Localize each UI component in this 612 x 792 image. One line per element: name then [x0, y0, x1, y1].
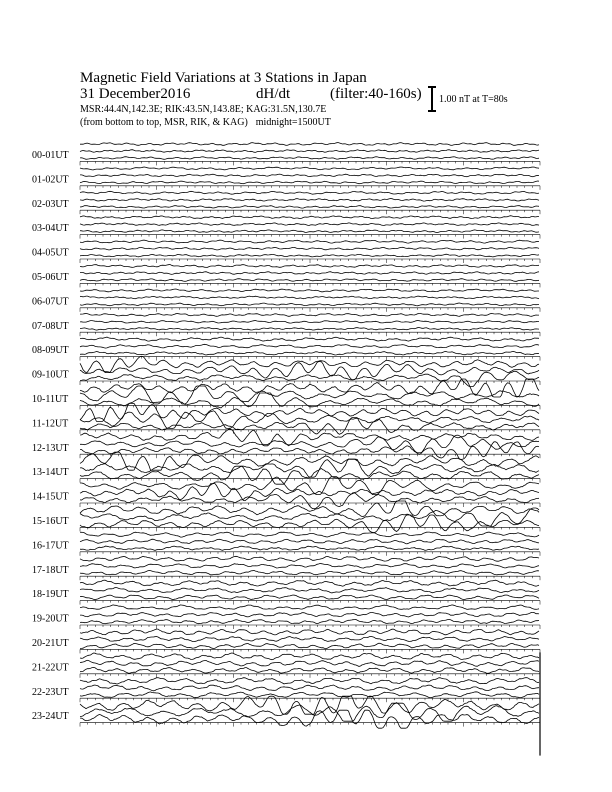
trace-msr-03-04ut — [80, 230, 539, 233]
chart-filter: (filter:40-160s) — [330, 86, 422, 102]
row-label-08-09ut: 08-09UT — [32, 345, 69, 357]
station-coordinates: MSR:44.4N,142.3E; RIK:43.5N,143.8E; KAG:31.5N,130.7E — [80, 104, 327, 115]
row-label-11-12ut: 11-12UT — [32, 418, 69, 430]
row-label-02-03ut: 02-03UT — [32, 198, 69, 210]
trace-rik-19-20ut — [80, 612, 539, 617]
trace-kag-08-09ut — [80, 337, 539, 341]
row-label-01-02ut: 01-02UT — [32, 174, 69, 186]
row-label-10-11ut: 10-11UT — [32, 394, 69, 405]
trace-kag-22-23ut — [80, 678, 539, 684]
trace-rik-04-05ut — [80, 247, 539, 250]
trace-rik-14-15ut — [80, 484, 539, 501]
trace-msr-07-08ut — [80, 328, 539, 331]
row-label-03-04ut: 03-04UT — [32, 223, 69, 235]
row-label-13-14ut: 13-14UT — [32, 467, 69, 479]
trace-msr-06-07ut — [80, 303, 539, 306]
trace-rik-16-17ut — [80, 539, 539, 544]
trace-msr-05-06ut — [80, 279, 539, 282]
trace-kag-04-05ut — [80, 240, 539, 243]
row-label-04-05ut: 04-05UT — [32, 247, 69, 259]
trace-rik-22-23ut — [80, 685, 539, 691]
trace-rik-07-08ut — [80, 321, 539, 324]
trace-rik-18-19ut — [80, 588, 539, 593]
trace-kag-01-02ut — [80, 167, 539, 170]
trace-kag-16-17ut — [80, 532, 539, 537]
trace-msr-04-05ut — [80, 254, 539, 257]
trace-msr-19-20ut — [80, 619, 539, 623]
trace-rik-12-13ut — [80, 435, 539, 453]
midnight-note: midnight=1500UT — [255, 117, 331, 128]
scale-label: 1.00 nT at T=80s — [439, 94, 508, 105]
trace-msr-21-22ut — [80, 667, 539, 673]
trace-msr-15-16ut — [80, 515, 539, 533]
trace-rik-15-16ut — [80, 508, 539, 526]
row-label-09-10ut: 09-10UT — [32, 369, 69, 381]
row-label-21-22ut: 21-22UT — [32, 662, 69, 674]
trace-kag-17-18ut — [80, 556, 539, 561]
trace-rik-00-01ut — [80, 150, 539, 153]
trace-rik-02-03ut — [80, 199, 539, 202]
row-label-19-20ut: 19-20UT — [32, 613, 69, 625]
trace-msr-01-02ut — [80, 181, 539, 184]
trace-kag-07-08ut — [80, 313, 539, 316]
row-label-20-21ut: 20-21UT — [32, 638, 69, 649]
chart-quantity: dH/dt — [256, 86, 291, 102]
row-label-07-08ut: 07-08UT — [32, 320, 69, 332]
trace-kag-06-07ut — [80, 289, 539, 292]
trace-rik-06-07ut — [80, 296, 539, 299]
trace-rik-03-04ut — [80, 223, 539, 226]
trace-rik-01-02ut — [80, 174, 539, 177]
trace-kag-20-21ut — [80, 629, 539, 635]
trace-kag-19-20ut — [80, 605, 539, 610]
trace-rik-17-18ut — [80, 564, 539, 569]
trace-rik-21-22ut — [80, 660, 539, 666]
trace-rik-23-24ut — [80, 703, 539, 721]
trace-kag-05-06ut — [80, 265, 539, 268]
trace-kag-00-01ut — [80, 143, 539, 146]
row-label-06-07ut: 06-07UT — [32, 296, 69, 308]
trace-msr-18-19ut — [80, 595, 539, 600]
trace-msr-20-21ut — [80, 643, 539, 648]
trace-kag-21-22ut — [80, 653, 539, 660]
trace-kag-02-03ut — [80, 191, 539, 194]
order-text: (from bottom to top, MSR, RIK, & KAG) — [80, 117, 248, 128]
trace-kag-03-04ut — [80, 216, 539, 219]
trace-msr-22-23ut — [80, 692, 539, 698]
row-label-00-01ut: 00-01UT — [32, 150, 69, 161]
chart-date: 31 December2016 — [80, 86, 191, 102]
trace-msr-00-01ut — [80, 157, 539, 160]
row-label-18-19ut: 18-19UT — [32, 589, 69, 601]
row-label-17-18ut: 17-18UT — [32, 564, 69, 576]
row-label-14-15ut: 14-15UT — [32, 491, 69, 503]
chart-title: Magnetic Field Variations at 3 Stations in Japan — [80, 70, 367, 86]
row-label-22-23ut: 22-23UT — [32, 686, 69, 698]
trace-msr-16-17ut — [80, 546, 539, 550]
trace-rik-08-09ut — [80, 344, 539, 348]
row-label-23-24ut: 23-24UT — [32, 711, 69, 723]
trace-msr-23-24ut — [80, 710, 539, 728]
row-label-16-17ut: 16-17UT — [32, 540, 69, 552]
trace-msr-02-03ut — [80, 206, 539, 209]
row-label-12-13ut: 12-13UT — [32, 442, 69, 454]
trace-kag-18-19ut — [80, 580, 539, 586]
trace-rik-05-06ut — [80, 272, 539, 275]
trace-msr-08-09ut — [80, 352, 539, 356]
trace-rik-20-21ut — [80, 636, 539, 641]
row-label-05-06ut: 05-06UT — [32, 272, 69, 283]
trace-msr-17-18ut — [80, 570, 539, 574]
row-label-15-16ut: 15-16UT — [32, 516, 69, 527]
